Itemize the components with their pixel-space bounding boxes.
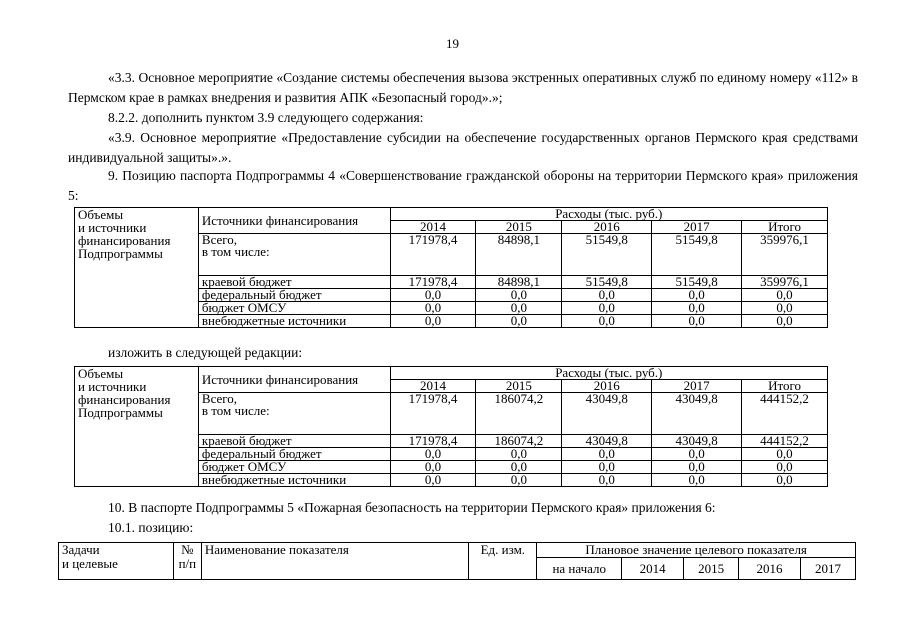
cell-value: 0,0 <box>742 289 828 302</box>
cell-value: 0,0 <box>476 461 562 474</box>
cell-value: 0,0 <box>390 302 476 315</box>
year-header: 2017 <box>652 221 742 234</box>
cell-value: 0,0 <box>390 289 476 302</box>
cell-value: 0,0 <box>652 448 742 461</box>
section-label: Объемы и источники финансирования Подпрограммы <box>75 208 199 328</box>
total-value: 359976,1 <box>742 234 828 276</box>
cell-value: 0,0 <box>390 461 476 474</box>
cell-value: 0,0 <box>476 448 562 461</box>
cell-value: 0,0 <box>562 448 652 461</box>
year-header: Итого <box>742 221 828 234</box>
year-header: 2014 <box>390 380 476 393</box>
expense-header: Расходы (тыс. руб.) <box>390 208 827 221</box>
source-label: федеральный бюджет <box>198 289 390 302</box>
cell-value: 0,0 <box>476 289 562 302</box>
total-label: Всего, в том числе: <box>198 234 390 276</box>
source-label: федеральный бюджет <box>198 448 390 461</box>
cell-value: 0,0 <box>652 302 742 315</box>
financing-table-old <box>74 207 828 328</box>
paragraph: изложить в следующей редакции: <box>108 345 303 360</box>
section-label: Объемы и источники финансирования Подпрограммы <box>75 367 199 487</box>
expense-header: Расходы (тыс. руб.) <box>390 367 827 380</box>
tasks-header: Задачи и целевые <box>59 543 174 580</box>
year-header: 2016 <box>562 380 652 393</box>
total-value: 51549,8 <box>562 234 652 276</box>
paragraph: 9. Позицию паспорта Подпрограммы 4 «Совершенствование гражданской обороны на территории Пермского края» приложения 5: <box>68 168 858 203</box>
total-value: 171978,4 <box>390 393 476 435</box>
source-label: бюджет ОМСУ <box>198 302 390 315</box>
total-value: 84898,1 <box>476 234 562 276</box>
source-label: краевой бюджет <box>198 276 390 289</box>
cell-value: 51549,8 <box>652 276 742 289</box>
plan-col-header: 2014 <box>622 558 684 580</box>
total-value: 444152,2 <box>742 393 828 435</box>
plan-header: Плановое значение целевого показателя <box>537 543 856 558</box>
year-header: 2014 <box>390 221 476 234</box>
paragraph: 8.2.2. дополнить пунктом 3.9 следующего содержания: <box>108 110 424 125</box>
number-header: № п/п <box>173 543 201 580</box>
cell-value: 171978,4 <box>390 435 476 448</box>
total-value: 43049,8 <box>562 393 652 435</box>
plan-col-header: 2017 <box>800 558 855 580</box>
cell-value: 186074,2 <box>476 435 562 448</box>
cell-value: 0,0 <box>742 315 828 328</box>
cell-value: 0,0 <box>742 448 828 461</box>
cell-value: 0,0 <box>562 474 652 487</box>
source-header: Источники финансирования <box>198 367 390 393</box>
cell-value: 0,0 <box>476 474 562 487</box>
cell-value: 0,0 <box>562 289 652 302</box>
cell-value: 84898,1 <box>476 276 562 289</box>
total-value: 51549,8 <box>652 234 742 276</box>
cell-value: 444152,2 <box>742 435 828 448</box>
total-value: 171978,4 <box>390 234 476 276</box>
paragraph: «3.3. Основное мероприятие «Создание системы обеспечения вызова экстренных оперативных служб по единому номеру «112» в Пермском крае в рамках внедрения и развития АПК «Безопасный город».»; <box>68 70 858 105</box>
total-value: 186074,2 <box>476 393 562 435</box>
cell-value: 0,0 <box>476 315 562 328</box>
cell-value: 0,0 <box>562 315 652 328</box>
page-number: 19 <box>446 36 459 51</box>
cell-value: 0,0 <box>742 474 828 487</box>
cell-value: 43049,8 <box>562 435 652 448</box>
cell-value: 0,0 <box>652 461 742 474</box>
paragraph: «3.9. Основное мероприятие «Предоставление субсидии на обеспечение государственных органов Пермского края средствами индивидуальной защиты».». <box>68 130 858 165</box>
indicator-name-header: Наименование показателя <box>201 543 469 580</box>
source-label: краевой бюджет <box>198 435 390 448</box>
plan-col-header: 2015 <box>684 558 739 580</box>
cell-value: 0,0 <box>562 302 652 315</box>
year-header: 2017 <box>652 380 742 393</box>
cell-value: 0,0 <box>742 461 828 474</box>
cell-value: 0,0 <box>390 448 476 461</box>
year-header: 2015 <box>476 380 562 393</box>
cell-value: 0,0 <box>476 302 562 315</box>
cell-value: 0,0 <box>562 461 652 474</box>
plan-col-header: 2016 <box>739 558 801 580</box>
source-header: Источники финансирования <box>198 208 390 234</box>
indicators-table <box>58 542 856 580</box>
cell-value: 51549,8 <box>562 276 652 289</box>
cell-value: 0,0 <box>742 302 828 315</box>
cell-value: 0,0 <box>652 474 742 487</box>
cell-value: 0,0 <box>652 289 742 302</box>
plan-col-header: на начало <box>537 558 622 580</box>
year-header: 2015 <box>476 221 562 234</box>
cell-value: 0,0 <box>390 474 476 487</box>
total-label: Всего, в том числе: <box>198 393 390 435</box>
year-header: 2016 <box>562 221 652 234</box>
total-value: 43049,8 <box>652 393 742 435</box>
source-label: внебюджетные источники <box>198 315 390 328</box>
cell-value: 359976,1 <box>742 276 828 289</box>
cell-value: 43049,8 <box>652 435 742 448</box>
paragraph: 10. В паспорте Подпрограммы 5 «Пожарная безопасность на территории Пермского края» приложения 6: <box>108 500 716 515</box>
unit-header: Ед. изм. <box>469 543 537 580</box>
year-header: Итого <box>742 380 828 393</box>
source-label: внебюджетные источники <box>198 474 390 487</box>
source-label: бюджет ОМСУ <box>198 461 390 474</box>
financing-table-new <box>74 366 828 487</box>
cell-value: 0,0 <box>390 315 476 328</box>
paragraph: 10.1. позицию: <box>108 520 194 535</box>
cell-value: 171978,4 <box>390 276 476 289</box>
cell-value: 0,0 <box>652 315 742 328</box>
